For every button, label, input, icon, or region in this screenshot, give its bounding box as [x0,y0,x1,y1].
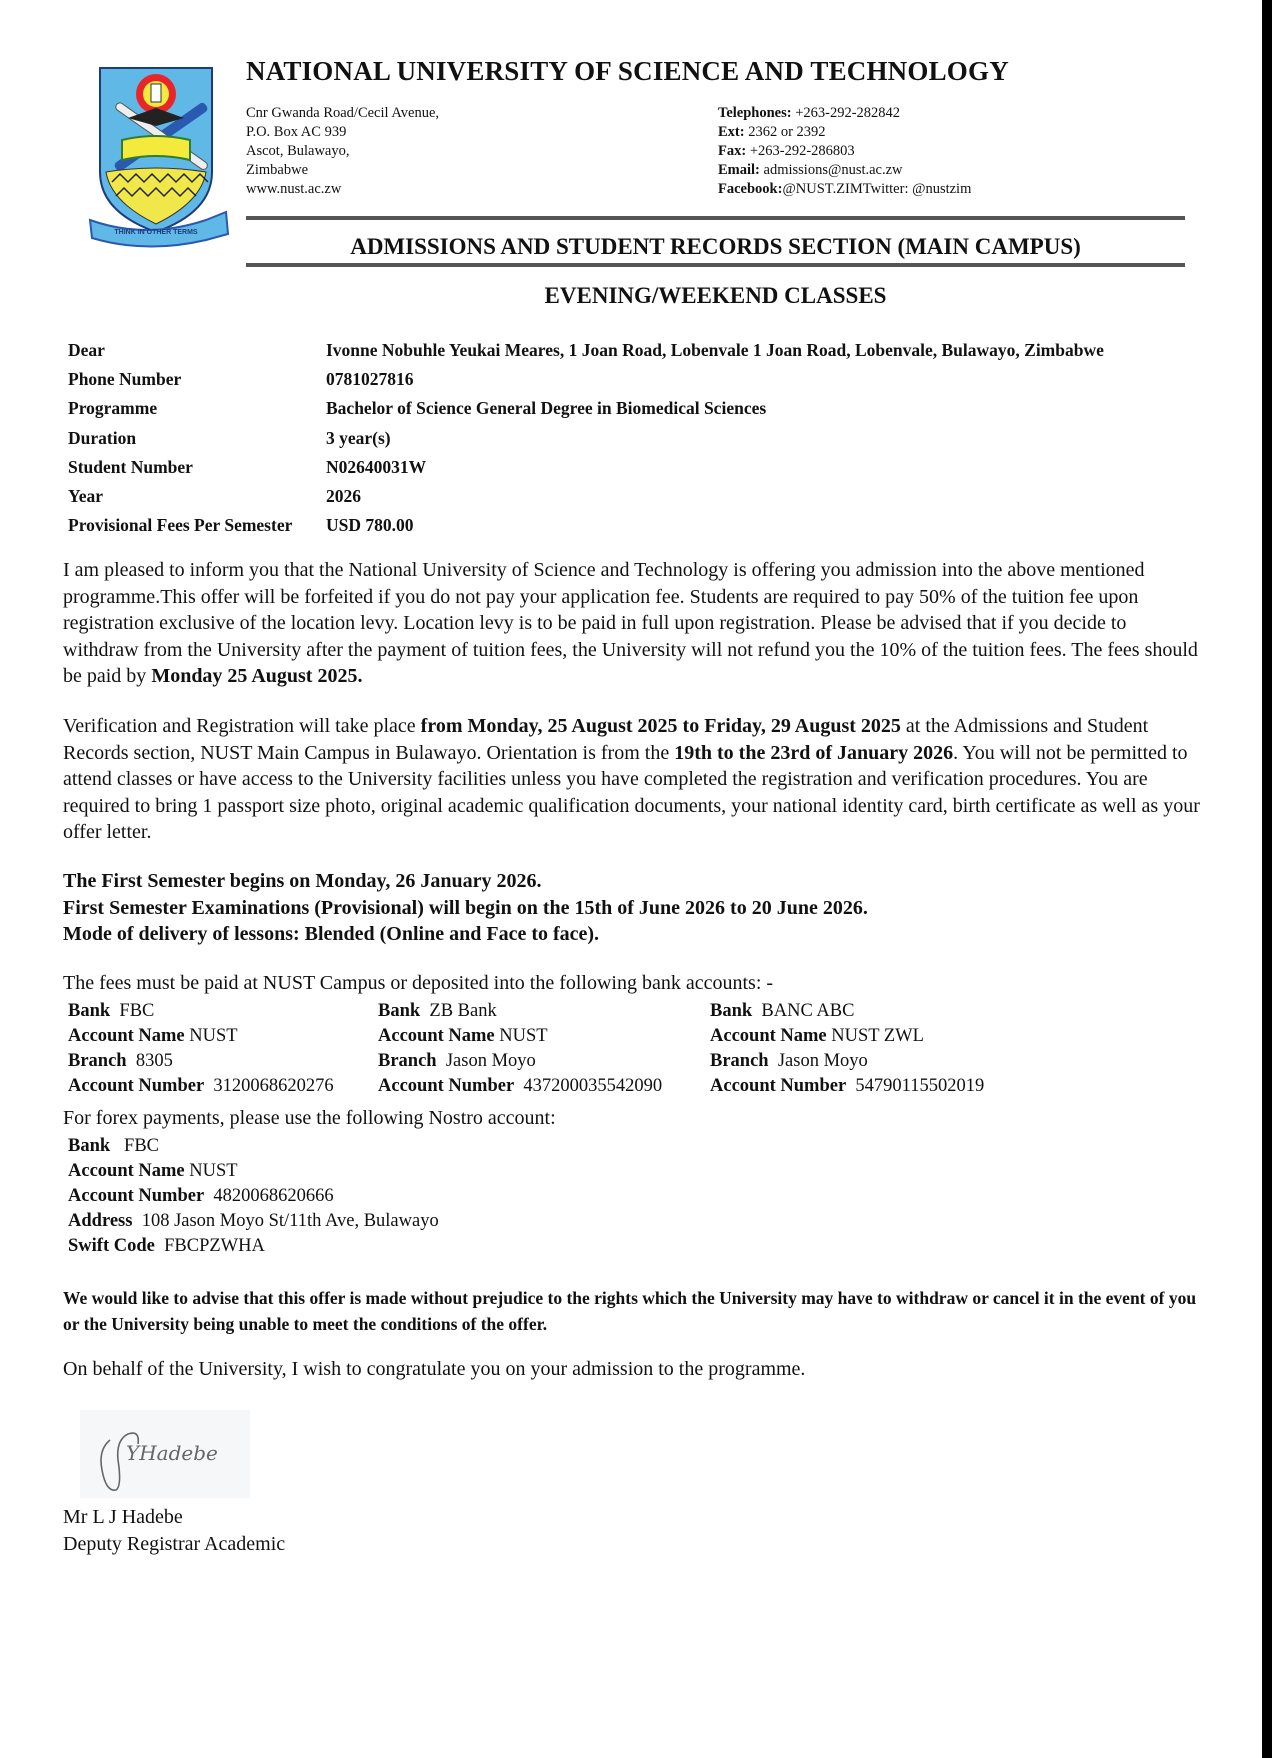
header-divider-bottom [246,263,1185,267]
registration-dates: from Monday, 25 August 2025 to Friday, 29 August 2025 [420,715,901,737]
recipient-address: Ivonne Nobuhle Yeukai Meares, 1 Joan Road, Lobenvale 1 Joan Road, Lobenvale, Bulawayo, Zimbabwe [326,340,1104,361]
bank-accounts [68,999,984,1099]
admission-paragraph: I am pleased to inform you that the National University of Science and Technology is offering you admission into the above mentioned programme.This offer will be forfeited if you do not pay your application fee. Students are required to pay 50% of the tuition fee upon registration exclusive of the location levy. Location levy is to be paid in full upon registration. Please be advised that if you decide to withdraw from the University after the payment of tuition fees, the University will not refund you the 10% of the tuition fees. The fees should be paid by Monday 25 August 2025. [63,559,1198,687]
programme: Bachelor of Science General Degree in Biomedical Sciences [326,398,767,419]
orientation-dates: 19th to the 23rd of January 2026 [674,741,954,764]
bank-account-zb: Bank ZB Bank Account Name NUST Branch Jason Moyo Account Number 437200035542090 [378,1001,663,1096]
address-line: Cnr Gwanda Road/Cecil Avenue, [246,105,440,121]
address-line: Ascot, Bulawayo, [246,143,350,159]
fee-deadline: Monday 25 August 2025. [151,665,363,687]
details-row: Phone Number 0781027816 [68,365,1104,394]
contact-fax: Fax: +263-292-286803 [718,143,855,159]
contact-ext: Ext: 2362 or 2392 [718,124,826,140]
details-row: Programme Bachelor of Science General Degree in Biomedical Sciences [68,394,1104,423]
address-line: Zimbabwe [246,162,309,178]
section-title: ADMISSIONS AND STUDENT RECORDS SECTION (MAIN CAMPUS) [350,234,1081,259]
fees-intro: The fees must be paid at NUST Campus or deposited into the following bank accounts: - [63,972,774,994]
contact-email: Email: admissions@nust.ac.zw [718,162,903,178]
details-row: Year 2026 [68,482,1104,511]
phone-number: 0781027816 [326,369,414,390]
details-row: Dear Ivonne Nobuhle Yeukai Meares, 1 Joan Road, Lobenvale 1 Joan Road, Lobenvale, Bulawayo, Zimbabwe [68,336,1104,365]
semester-info [63,868,1203,948]
bank-account-bancabc: Bank BANC ABC Account Name NUST ZWL Branch Jason Moyo Account Number 54790115502019 [710,1001,985,1096]
contact-info [718,104,971,199]
signatory-block [63,1504,285,1558]
forex-intro: For forex payments, please use the following Nostro account: [63,1107,556,1129]
student-number: N02640031W [326,456,427,477]
details-row: Student Number N02640031W [68,453,1104,482]
provisional-fees: USD 780.00 [326,515,414,536]
student-details-table [68,336,1104,540]
postal-address [246,104,439,199]
sub-title: EVENING/WEEKEND CLASSES [544,283,887,308]
signatory-title: Deputy Registrar Academic [63,1533,286,1555]
congratulations: On behalf of the University, I wish to congratulate you on your admission to the programme. [63,1358,806,1380]
duration: 3 year(s) [326,427,391,448]
logo-motto: THINK IN OTHER TERMS [114,229,198,236]
year: 2026 [326,486,361,507]
contact-social: Facebook:@NUST.ZIMTwitter: @nustzim [718,181,972,197]
exam-dates: First Semester Examinations (Provisional) will begin on the 15th of June 2026 to 20 June 2026. [63,896,868,919]
registration-paragraph: Verification and Registration will take place from Monday, 25 August 2025 to Friday, 29 August 2025 at the Admissions and Student Records section, NUST Main Campus in Bulawayo. Orientation is from the 19th to the 23rd of January 2026. You will not be permitted to attend classes or have access to the University facilities unless you have completed the registration and verification procedures. You are required to bring 1 passport size photo, original academic qualification documents, your national identity card, birth certificate as well as your offer letter. [63,715,1200,843]
university-name: NATIONAL UNIVERSITY OF SCIENCE AND TECHNOLOGY [246,56,1009,86]
contact-telephones: Telephones: +263-292-282842 [718,105,901,121]
details-row: Provisional Fees Per Semester USD 780.00 [68,511,1104,540]
disclaimer: We would like to advise that this offer is made without prejudice to the rights which the University may have to withdraw or cancel it in the event of you or the University being unable to meet the conditions of the offer. [63,1288,1197,1334]
bank-account-fbc: Bank FBC Account Name NUST Branch 8305 Account Number 3120068620276 [68,1001,334,1096]
signatory-name: Mr L J Hadebe [63,1506,183,1528]
address-line: P.O. Box AC 939 [246,124,347,140]
website-link[interactable]: www.nust.ac.zw [246,181,342,197]
delivery-mode: Mode of delivery of lessons: Blended (Online and Face to face). [63,923,600,945]
details-row: Duration 3 year(s) [68,424,1104,453]
email-link[interactable]: admissions@nust.ac.zw [759,162,903,178]
svg-text:YHadebe: YHadebe [126,1441,218,1465]
signature-image [80,1410,250,1498]
university-crest-logo [86,62,232,252]
nostro-account: Bank FBC Account Name NUST Account Number 4820068620666 Address 108 Jason Moyo St/11th Ave, Bulawayo Swift Code FBCPZWHA [68,1136,439,1256]
semester-start: The First Semester begins on Monday, 26 January 2026. [63,870,542,892]
header-divider-top [246,216,1185,220]
